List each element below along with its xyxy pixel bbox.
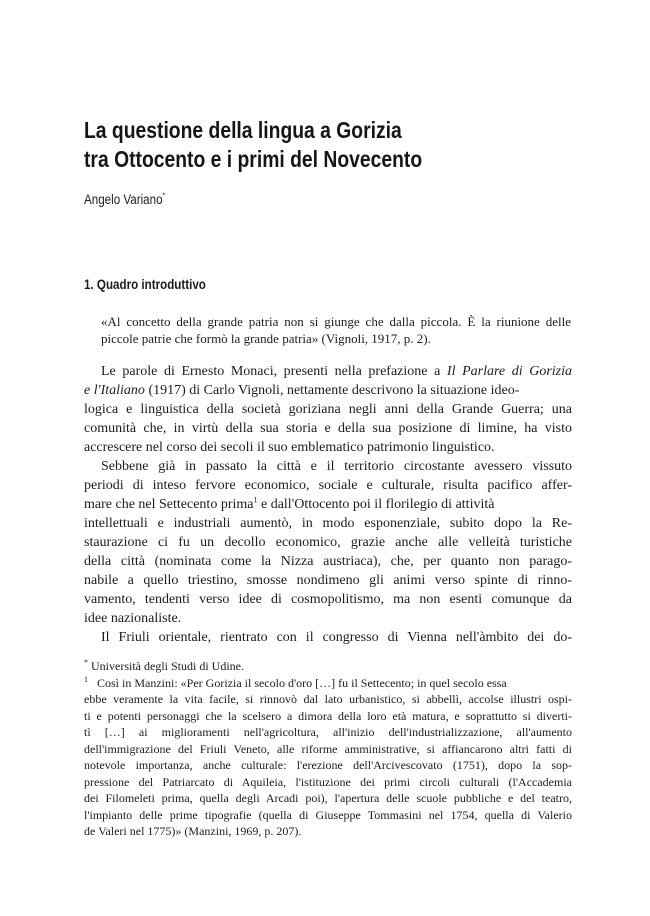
article-title bbox=[84, 116, 504, 174]
body-line-3: logica e linguistica della società goriziana negli anni della Grande Guerra; una bbox=[84, 402, 572, 417]
body-line-2: e l'Italiano (1917) di Carlo Vignoli, nettamente descrivono la situazione ideo- bbox=[84, 383, 520, 398]
body-line-9: intellettuali e industriali aumentò, in modo esponenziale, subito dopo la Re- bbox=[84, 516, 572, 531]
body-line-15: Il Friuli orientale, rientrato con il congresso di Vienna nell'àmbito dei do- bbox=[101, 630, 572, 645]
footnote-1-line-3: ti e potenti personaggi che la scelsero a dimora della loro età matura, e soprattutto si diverti- bbox=[84, 708, 572, 723]
footnote-1-line-10: de Valeri nel 1775)» (Manzini, 1969, p. 207). bbox=[84, 824, 302, 838]
footnote-1-mark: 1 bbox=[84, 674, 88, 684]
author-name: Angelo Variano bbox=[84, 192, 163, 207]
epigraph-line-1: «Al concetto della grande patria non si giunge che dalla piccola. È la riunione delle bbox=[101, 314, 571, 329]
footnote-1-line-1: $^1$ Così in Manzini: «Per Gorizia il secolo d'oro […] fu il Settecento; in quel secolo essa bbox=[84, 674, 507, 690]
footnote-1-line-7: pressione del Patriarcato di Aquileia, l'istituzione dei primi circoli culturali (l'Accademia bbox=[84, 774, 572, 789]
title-line-2: tra Ottocento e i primi del Novecento bbox=[84, 146, 423, 172]
body-line-1: Le parole di Ernesto Monaci, presenti nella prefazione a Il Parlare di Gorizia bbox=[101, 364, 572, 379]
footnote-affiliation: * Università degli Studi di Udine. bbox=[84, 658, 244, 673]
footnote-1-line-6: notevole importanza, anche culturale: l'erezione dell'Arcivescovato (1751), dopo la sop- bbox=[84, 758, 572, 772]
footnote-1-line-5: dell'immigrazione del Friuli Veneto, alle riforme amministrative, si affiancarono altri fatti di bbox=[84, 741, 572, 756]
author-footnote-mark[interactable]: * bbox=[162, 191, 166, 201]
epigraph-line-2: piccole patrie che formò la grande patria» (Vignoli, 1917, p. 2). bbox=[101, 331, 431, 346]
footnote-1-line-2: ebbe veramente la vita facile, si rinnovò dal lato urbanistico, si abbellì, accolse illustri ospi- bbox=[84, 692, 572, 706]
body-line-10: staurazione ci fu un decollo economico, grazie anche alle velleità turistiche bbox=[84, 535, 572, 550]
book-title-cont: e l'Italiano bbox=[84, 383, 145, 398]
body-line-7: periodi di inteso fervore economico, sociale e culturale, risulta pacifico affer- bbox=[84, 478, 572, 493]
section-heading: 1. Quadro introduttivo bbox=[84, 277, 206, 292]
body-line-4: comunità che, in virtù della sua storia e della sua posizione di limine, ha visto bbox=[84, 421, 572, 436]
footnote-ref-1[interactable]: 1 bbox=[253, 495, 258, 505]
body-line-14: idee nazionaliste. bbox=[84, 611, 182, 626]
book-title: Il Parlare di Gorizia bbox=[446, 364, 572, 379]
footnote-1-line-8: dei Filomeleti prima, quella degli Arcadi poi), l'apertura delle scuole pubbliche e del teatro, bbox=[84, 791, 572, 805]
title-line-1: La questione della lingua a Gorizia bbox=[84, 117, 402, 143]
footnote-1-line-9: l'impianto delle prime tipografie (quella di Giuseppe Tommasini nel 1754, quella di Valerio bbox=[84, 807, 572, 822]
footnote-1-line-4: tì […] ai miglioramenti nell'agricoltura, all'inizio dell'industrializzazione, all'aumento bbox=[84, 725, 572, 739]
body-line-8: mare che nel Settecento prima$^1$ e dall'Ottocento poi il florilegio di attività bbox=[84, 495, 495, 512]
body-line-13: vamento, tendenti verso idee di cosmopolitismo, ma non esenti comunque da bbox=[84, 592, 572, 607]
body-line-11: della città (nominata come la Nizza austriaca), che, per quanto non parago- bbox=[84, 554, 572, 569]
author-line bbox=[84, 192, 165, 208]
body-line-6: Sebbene già in passato la città e il territorio circostante avessero vissuto bbox=[101, 459, 572, 474]
footnote-star-mark: * bbox=[84, 658, 88, 667]
body-line-5: accrescere nel corso dei secoli il suo emblematico patrimonio linguistico. bbox=[84, 440, 495, 455]
body-line-12: nabile a quello triestino, smosse nondimeno gli animi verso spinte di rinno- bbox=[84, 573, 572, 588]
